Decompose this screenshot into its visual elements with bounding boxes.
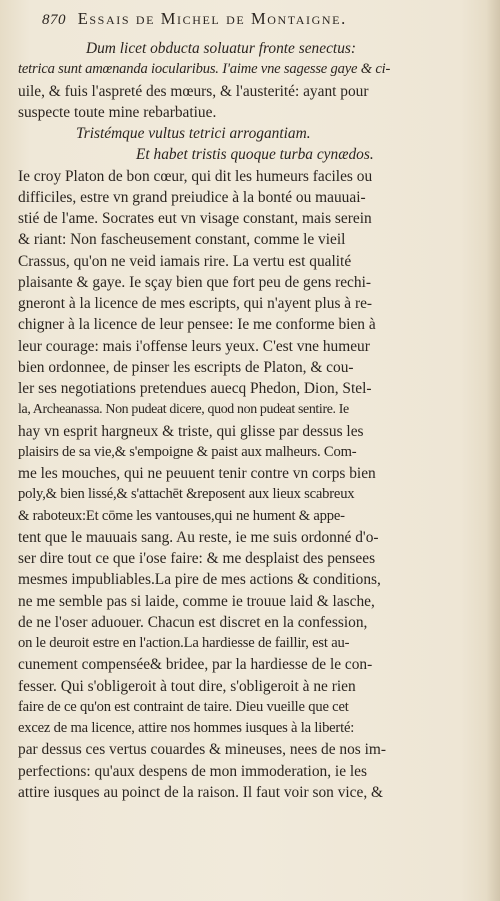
text-line: excez de ma licence, attire nos hommes iusques à la liberté: — [18, 720, 355, 736]
text-line: plaisirs de sa vie,& s'empoigne & paist aux malheurs. Com- — [18, 443, 357, 460]
text-line: de ne l'oser aduouer. Chacun est discret en la confession, — [18, 613, 368, 631]
running-title: Essais de Michel de Montaigne. — [77, 9, 347, 28]
text-line: hay vn esprit hargneux & triste, qui glisse par dessus les — [18, 422, 364, 440]
text-line: tetrica sunt amœnanda iocularibus. I'aime vne sagesse gaye & ci- — [18, 61, 391, 78]
text-line: me les mouches, qui ne peuuent tenir contre vn corps bien — [18, 465, 376, 482]
text-line: par dessus ces vertus couardes & mineuses, nees de nos im- — [18, 741, 386, 759]
text-line: cunement compensée& bridee, par la hardiesse de le con- — [18, 656, 373, 674]
text-line: on le deuroit estre en l'action.La hardiesse de faillir, est au- — [18, 635, 350, 651]
text-line: attire iusques au poinct de la raison. Il faut voir son vice, & — [18, 783, 384, 801]
text-line: gneront à la licence de mes escripts, qui n'ayent plus à re- — [18, 295, 373, 312]
text-line: poly,& bien lissé,& s'attachēt &reposent aux lieux scabreux — [18, 486, 355, 503]
text-line: plaisante & gaye. Ie sçay bien que fort peu de gens rechi- — [18, 273, 371, 291]
text-line: stié de l'ame. Socrates eut vn visage constant, mais serein — [18, 210, 372, 227]
text-line: perfections: qu'aux despens de mon immoderation, ie les — [18, 762, 367, 780]
text-line: ler ses negotiations pretendues auecq Phedon, Dion, Stel- — [18, 380, 372, 397]
text-line: Crassus, qu'on ne veid iamais rire. La vertu est qualité — [18, 252, 352, 270]
text-line: suspecte toute mine rebarbatiue. — [18, 103, 217, 121]
text-line: fesser. Qui s'obligeroit à tout dire, s'obligeroit à ne rien — [18, 677, 356, 695]
text-line: difficiles, estre vn grand preiudice à la bonté ou mauuai- — [18, 188, 366, 206]
running-head — [42, 9, 482, 33]
text-line: mesmes impubliables.La pire de mes actions & conditions, — [18, 571, 381, 589]
text-line: & raboteux:Et cōme les vantouses,qui ne hument & appe- — [18, 507, 345, 524]
page-edge-shadow — [486, 0, 500, 901]
text-line: ser dire tout ce que i'ose faire: & me desplaist des pensees — [18, 550, 376, 567]
text-line: & riant: Non fascheusement constant, comme le vieil — [18, 231, 346, 249]
verse-line: Dum licet obducta soluatur fronte senectus: — [86, 40, 357, 57]
text-line: uile, & fuis l'aspreté des mœurs, & l'austerité: ayant pour — [18, 82, 369, 100]
text-line: chigner à la licence de leur pensee: Ie me conforme bien à — [18, 316, 376, 334]
text-line: Ie croy Platon de bon cœur, qui dit les humeurs faciles ou — [18, 167, 373, 185]
text-line: bien ordonnee, de pinser les escripts de Platon, & cou- — [18, 358, 354, 376]
text-line: ne me semble pas si laide, comme ie trouue laid & lasche, — [18, 592, 375, 610]
text-line: faire de ce qu'on est contraint de taire. Dieu vueille que cet — [18, 698, 349, 715]
body-text — [18, 38, 480, 803]
text-line: la, Archeanassa. Non pudeat dicere, quod non pudeat sentire. Ie — [18, 402, 349, 418]
page-number: 870 — [42, 12, 66, 28]
text-line: leur courage: mais i'offense leurs yeux. C'est vne humeur — [18, 337, 370, 355]
text-line: tent que le mauuais sang. Au reste, ie me suis ordonné d'o- — [18, 528, 379, 546]
verse-line: Tristémque vultus tetrici arrogantiam. — [76, 125, 311, 142]
verse-line: Et habet tristis quoque turba cynædos. — [136, 146, 374, 164]
